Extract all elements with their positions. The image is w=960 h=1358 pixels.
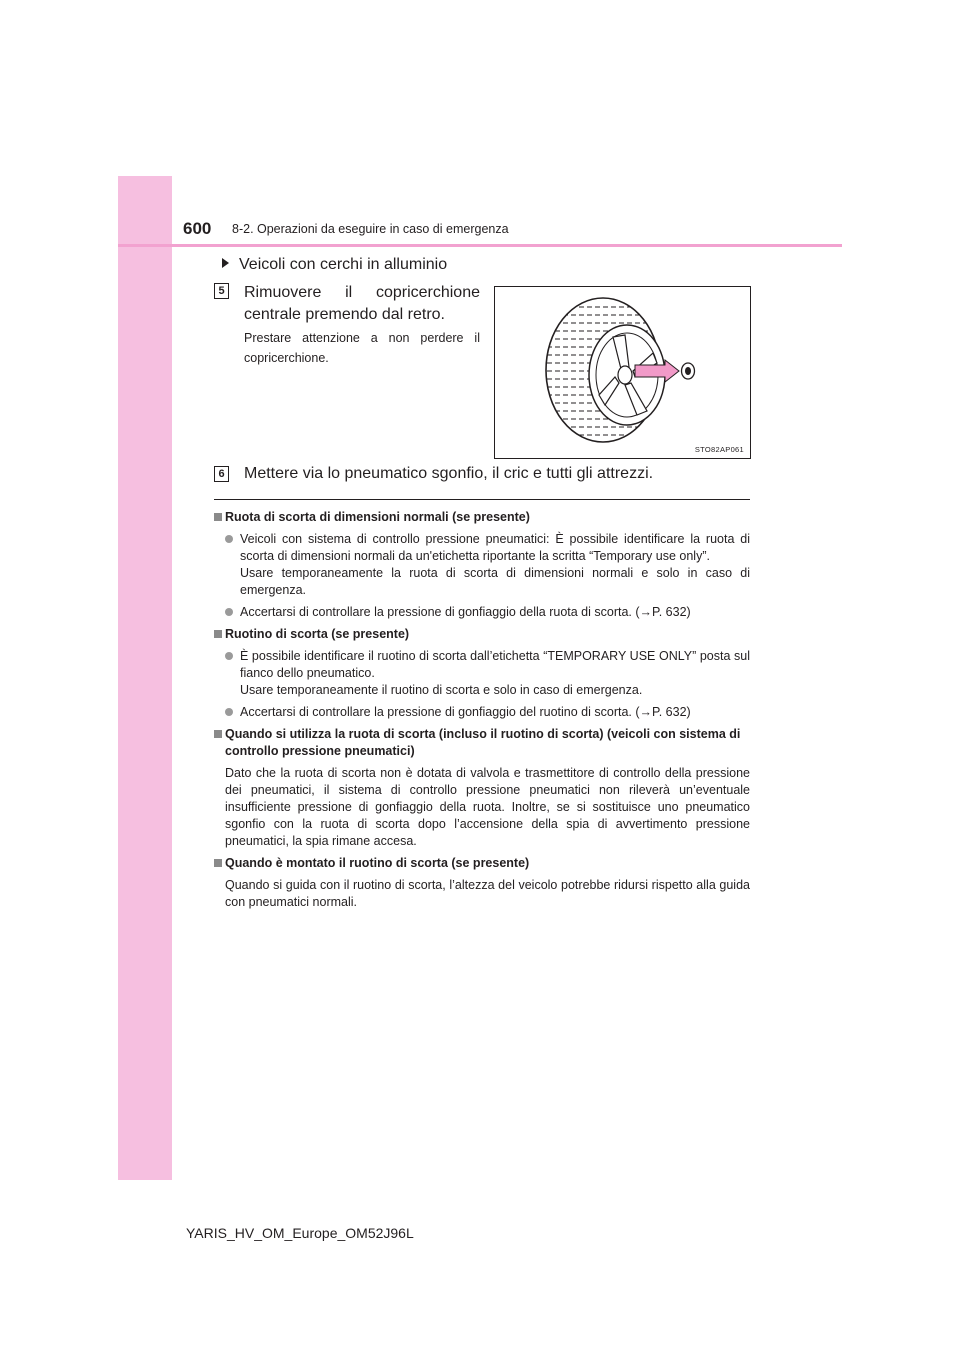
footer-doc-code: YARIS_HV_OM_Europe_OM52J96L	[186, 1225, 414, 1241]
note-heading: Quando è montato il ruotino di scorta (se presente)	[214, 855, 750, 872]
note-bullet	[214, 704, 750, 721]
note-bullet	[214, 648, 750, 699]
side-thumb-band	[118, 176, 172, 1180]
bullet-text: Usare temporaneamente la ruota di scorta di dimensioni normali e solo in caso di emergenza.	[240, 566, 750, 597]
bullet-text: Usare temporaneamente il ruotino di scorta e solo in caso di emergenza.	[240, 683, 643, 697]
note-body-text: Quando si guida con il ruotino di scorta, l’altezza del veicolo potrebbe ridursi rispetto alla guida con pneumatici normali.	[225, 878, 750, 909]
subheading-text: Veicoli con cerchi in alluminio	[239, 256, 448, 273]
bullet-dot-icon	[225, 652, 233, 660]
section-title: 8-2. Operazioni da eseguire in caso di emergenza	[232, 222, 509, 236]
bullet-text: È possibile identificare il ruotino di scorta dall’etichetta “TEMPORARY USE ONLY” posta sul fianco dello pneumatico.	[240, 649, 750, 680]
step-number-6: 6	[214, 466, 229, 482]
note-heading: Ruota di scorta di dimensioni normali (se presente)	[214, 509, 750, 526]
note-body-text: Dato che la ruota di scorta non è dotata di valvola e trasmettitore di controllo della pressione dei pneumatici, il sistema di controllo pressione pneumatici non rileverà un’eventuale insufficiente pressione di gonfiaggio della ruota. Inoltre, se si sostituisce uno pneumatico sgonfio con la ruota di scorta dopo l’accensione della spia di avvertimento pressione pneumatici, la spia rimane accesa.	[225, 766, 750, 848]
step-number-5: 5	[214, 283, 229, 299]
note-body	[214, 877, 750, 911]
note-heading: Quando si utilizza la ruota di scorta (incluso il ruotino di scorta) (veicoli con sistema di controllo pressione pneumatici)	[214, 726, 750, 760]
bullet-text: Accertarsi di controllare la pressione di gonfiaggio del ruotino di scorta. (→P. 632)	[240, 705, 691, 719]
hub	[618, 366, 632, 384]
step-5-note: Prestare attenzione a non perdere il copricerchione.	[244, 331, 480, 365]
subheading	[222, 256, 447, 274]
triangle-marker-icon	[222, 258, 229, 268]
notes-divider	[214, 499, 750, 500]
note-heading: Ruotino di scorta (se presente)	[214, 626, 750, 643]
wheel-illustration	[495, 287, 750, 458]
bullet-dot-icon	[225, 708, 233, 716]
figure-code: STO82AP061	[694, 445, 744, 454]
bullet-text: Veicoli con sistema di controllo pressione pneumatici: È possibile identificare la ruota di scorta di dimensioni normali da un'etichetta riportante la scritta “Temporary use only”.	[240, 532, 750, 563]
bullet-dot-icon	[225, 608, 233, 616]
note-bullet	[214, 604, 750, 621]
note-body	[214, 765, 750, 850]
center-cap-logo	[685, 367, 691, 375]
bullet-dot-icon	[225, 535, 233, 543]
bullet-text: Accertarsi di controllare la pressione di gonfiaggio della ruota di scorta. (→P. 632)	[240, 605, 691, 619]
header-rule	[118, 244, 842, 247]
step-6-text: Mettere via lo pneumatico sgonfio, il cric e tutti gli attrezzi.	[244, 465, 654, 482]
page-number: 600	[183, 219, 212, 238]
notes-section	[214, 509, 750, 916]
step-5-text: Rimuovere il copricerchione centrale premendo dal retro.	[244, 284, 480, 323]
note-bullet	[214, 531, 750, 599]
wheel-cap-figure	[494, 286, 751, 459]
